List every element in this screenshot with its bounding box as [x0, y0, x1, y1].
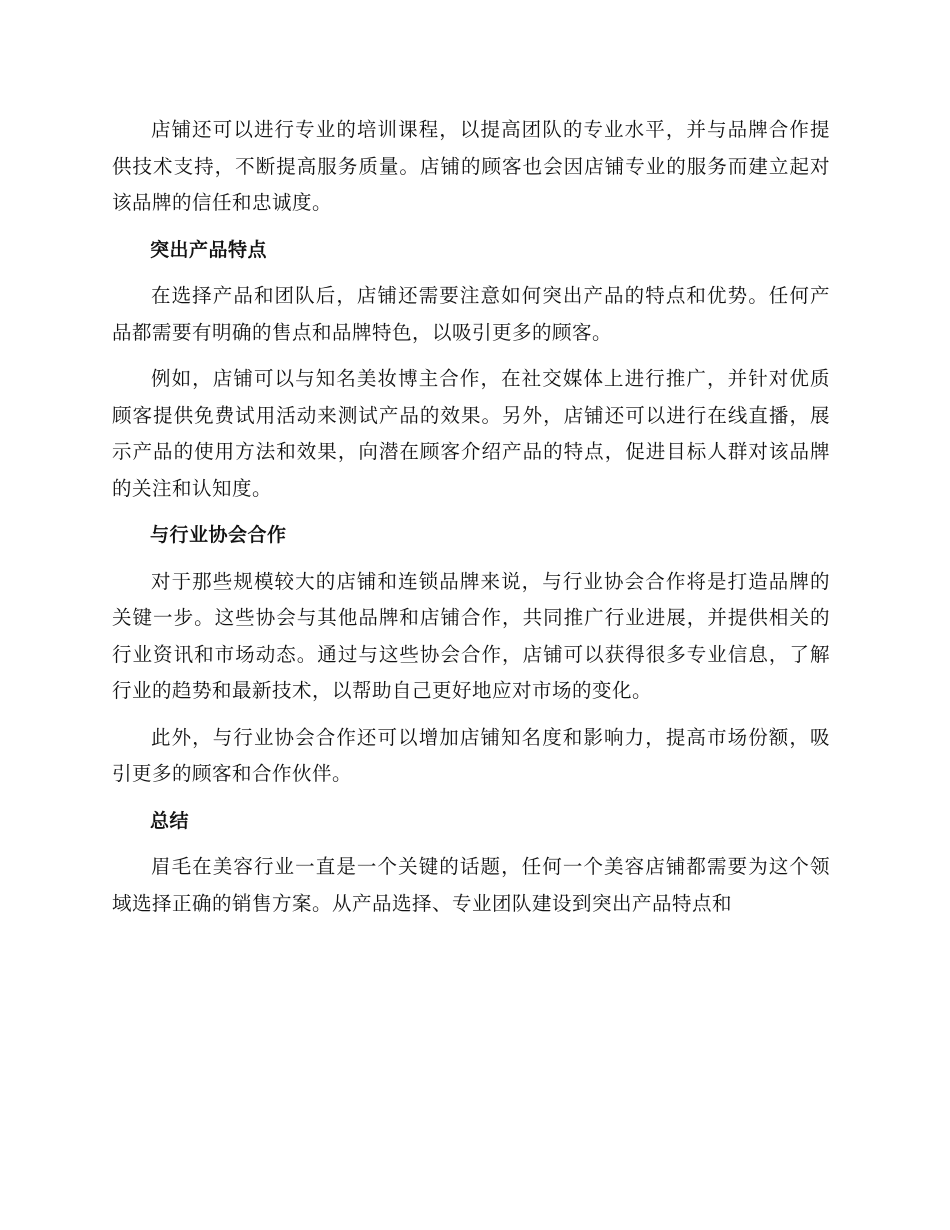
paragraph-association-cooperation: 对于那些规模较大的店铺和连锁品牌来说，与行业协会合作将是打造品牌的关键一步。这些协会与其他品牌和店铺合作，共同推广行业进展，并提供相关的行业资讯和市场动态。通过与这些协会合作，店铺可以获得很多专业信息，了解行业的趋势和最新技术，以帮助自己更好地应对市场的变化。 [112, 569, 830, 702]
paragraph-summary: 眉毛在美容行业一直是一个关键的话题，任何一个美容店铺都需要为这个领域选择正确的销售方案。从产品选择、专业团队建设到突出产品特点和 [112, 855, 830, 915]
paragraph-association-benefits: 此外，与行业协会合作还可以增加店铺知名度和影响力，提高市场份额，吸引更多的顾客和合作伙伴。 [112, 725, 830, 785]
heading-summary: 总结 [150, 809, 190, 832]
paragraph-training: 店铺还可以进行专业的培训课程，以提高团队的专业水平，并与品牌合作提供技术支持，不断提高服务质量。店铺的顾客也会因店铺专业的服务而建立起对该品牌的信任和忠诚度。 [112, 118, 830, 214]
paragraph-promotion-example: 例如，店铺可以与知名美妆博主合作，在社交媒体上进行推广，并针对优质顾客提供免费试用活动来测试产品的效果。另外，店铺还可以进行在线直播，展示产品的使用方法和效果，向潜在顾客介绍产品的特点，促进目标人群对该品牌的关注和认知度。 [112, 367, 830, 500]
document-page [112, 112, 830, 932]
heading-highlight-features: 突出产品特点 [150, 238, 268, 261]
heading-industry-association: 与行业协会合作 [150, 524, 287, 546]
paragraph-product-features: 在选择产品和团队后，店铺还需要注意如何突出产品的特点和优势。任何产品都需要有明确的售点和品牌特色，以吸引更多的顾客。 [112, 284, 830, 344]
